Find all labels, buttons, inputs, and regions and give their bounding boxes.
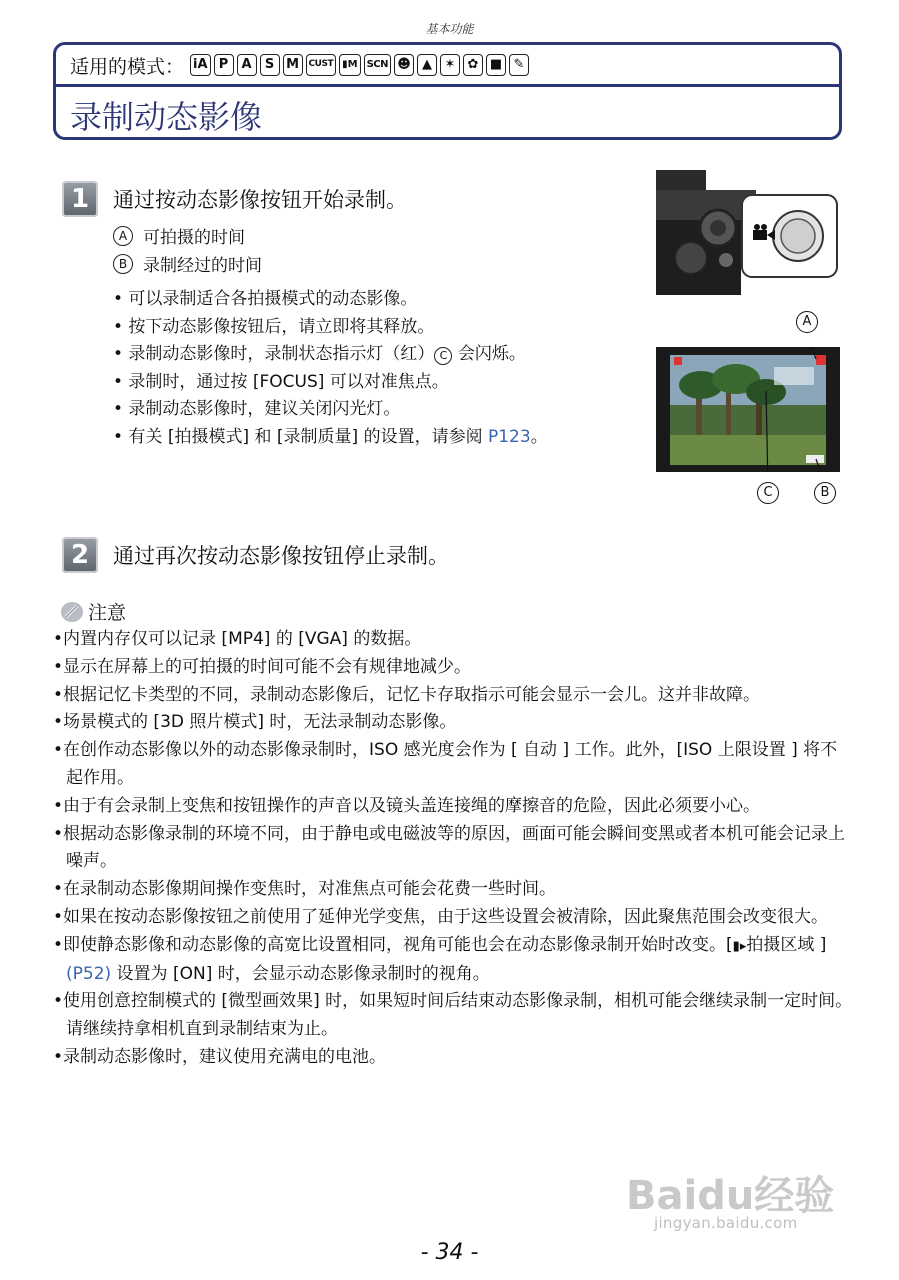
page-link-p52[interactable]: (P52) <box>66 963 112 984</box>
camera-top-illustration <box>656 170 841 295</box>
title-divider <box>53 84 842 87</box>
callout-a: A <box>796 311 818 333</box>
section-label: 基本功能 <box>425 22 474 36</box>
bullet-5: • 录制动态影像时，建议关闭闪光灯。 <box>113 399 401 419</box>
note-item: •由于有会录制上变焦和按钮操作的声音以及镜头盖连接绳的摩擦音的危险，因此必须要小心。 <box>53 795 761 816</box>
page-title: 录制动态影像 <box>70 98 263 136</box>
item-b <box>113 251 262 276</box>
note-item: •场景模式的 [3D 照片模式] 时，无法录制动态影像。 <box>53 712 457 733</box>
mode-scn-icon: SCN <box>364 54 391 76</box>
mode-creative-icon: ✎ <box>509 54 529 76</box>
bullet-6: • 有关 [拍摄模式] 和 [录制质量] 的设置，请参阅 P123。 <box>113 426 548 447</box>
pencil-note-icon <box>60 601 84 623</box>
mode-p-icon: P <box>214 54 234 76</box>
watermark-url: jingyan.baidu.com <box>654 1214 798 1232</box>
step-2-text: 通过再次按动态影像按钮停止录制。 <box>113 544 449 568</box>
note-item: •内置内存仅可以记录 [MP4] 的 [VGA] 的数据。 <box>53 629 422 649</box>
note-item: •在创作动态影像以外的动态影像录制时，ISO 感光度会作为 [ 自动 ] 工作。此外，[ISO 上限设置 ] 将不起作用。 <box>53 740 838 788</box>
item-b-text: 录制经过的时间 <box>143 256 262 276</box>
callout-c: C <box>757 482 779 504</box>
note-item: •在录制动态影像期间操作变焦时，对准焦点可能会花费一些时间。 <box>53 879 557 900</box>
bullet-4: • 录制时，通过按 [FOCUS] 可以对准焦点。 <box>113 371 449 392</box>
screen-illustration <box>656 347 840 472</box>
mode-night-icon: ■ <box>486 54 506 76</box>
note-item: •根据动态影像录制的环境不同，由于静电或电磁波等的原因，画面可能会瞬间变黑或者本机可能会记录上噪声。 <box>53 823 846 872</box>
note-item: •根据记忆卡类型的不同，录制动态影像后，记忆卡存取指示可能会显示一会儿。这并非故障。 <box>53 684 761 705</box>
mode-sports-icon: ✶ <box>440 54 460 76</box>
mode-m-icon: M <box>283 54 303 76</box>
callout-b: B <box>814 482 836 504</box>
mode-ia-icon: iA <box>190 54 211 76</box>
step-1-badge: 1 <box>62 181 98 217</box>
note-item: •如果在按动态影像按钮之前使用了延伸光学变焦，由于这些设置会被清除，因此聚焦范围会改变很大。 <box>53 906 829 927</box>
page-number: - 34 - <box>420 1240 479 1265</box>
mode-portrait-icon: ☻ <box>394 54 414 76</box>
modes-label: 适用的模式： <box>70 55 185 78</box>
note-item: •录制动态影像时，建议使用充满电的电池。 <box>53 1046 387 1067</box>
note-item: •显示在屏幕上的可拍摄的时间可能不会有规律地减少。 <box>53 656 472 677</box>
step-1-text: 通过按动态影像按钮开始录制。 <box>113 188 407 212</box>
mode-s-icon: S <box>260 54 280 76</box>
mode-closeup-icon: ✿ <box>463 54 483 76</box>
bullet-1: • 可以录制适合各拍摄模式的动态影像。 <box>113 289 418 309</box>
marker-c: C <box>434 347 452 365</box>
marker-a: A <box>113 226 133 246</box>
notes-heading-text: 注意 <box>88 602 127 624</box>
mode-scenery-icon: ▲ <box>417 54 437 76</box>
mode-cust-icon: CUST <box>306 54 337 76</box>
notes-heading <box>60 598 126 625</box>
step-2-badge: 2 <box>62 537 98 573</box>
watermark-logo: Baidu经验 <box>626 1173 835 1219</box>
mode-a-icon: A <box>237 54 257 76</box>
note-item: •即使静态影像和动态影像的高宽比设置相同，视角可能也会在动态影像录制开始时改变。[▮▸拍摄区域 ] (P52) 设置为 [ON] 时，会显示动态影像录制时的视角。 <box>53 934 827 984</box>
page-link-p123[interactable]: P123 <box>487 426 531 447</box>
mode-movie-m-icon: ▮M <box>339 54 360 76</box>
notes-list <box>53 626 853 1072</box>
item-a-text: 可拍摄的时间 <box>143 228 245 248</box>
applicable-modes <box>70 52 532 78</box>
note-item: •使用创意控制模式的 [微型画效果] 时，如果短时间后结束动态影像录制，相机可能会继续录制一定时间。请继续持拿相机直到录制结束为止。 <box>53 991 853 1040</box>
bullet-3: • 录制动态影像时，录制状态指示灯（红） C 会闪烁。 <box>113 344 526 364</box>
step-1-bullets <box>113 286 673 451</box>
marker-b: B <box>113 254 133 274</box>
bullet-2: • 按下动态影像按钮后，请立即将其释放。 <box>113 316 435 337</box>
item-a <box>113 223 245 248</box>
movie-icon: ▮▸ <box>732 938 747 954</box>
